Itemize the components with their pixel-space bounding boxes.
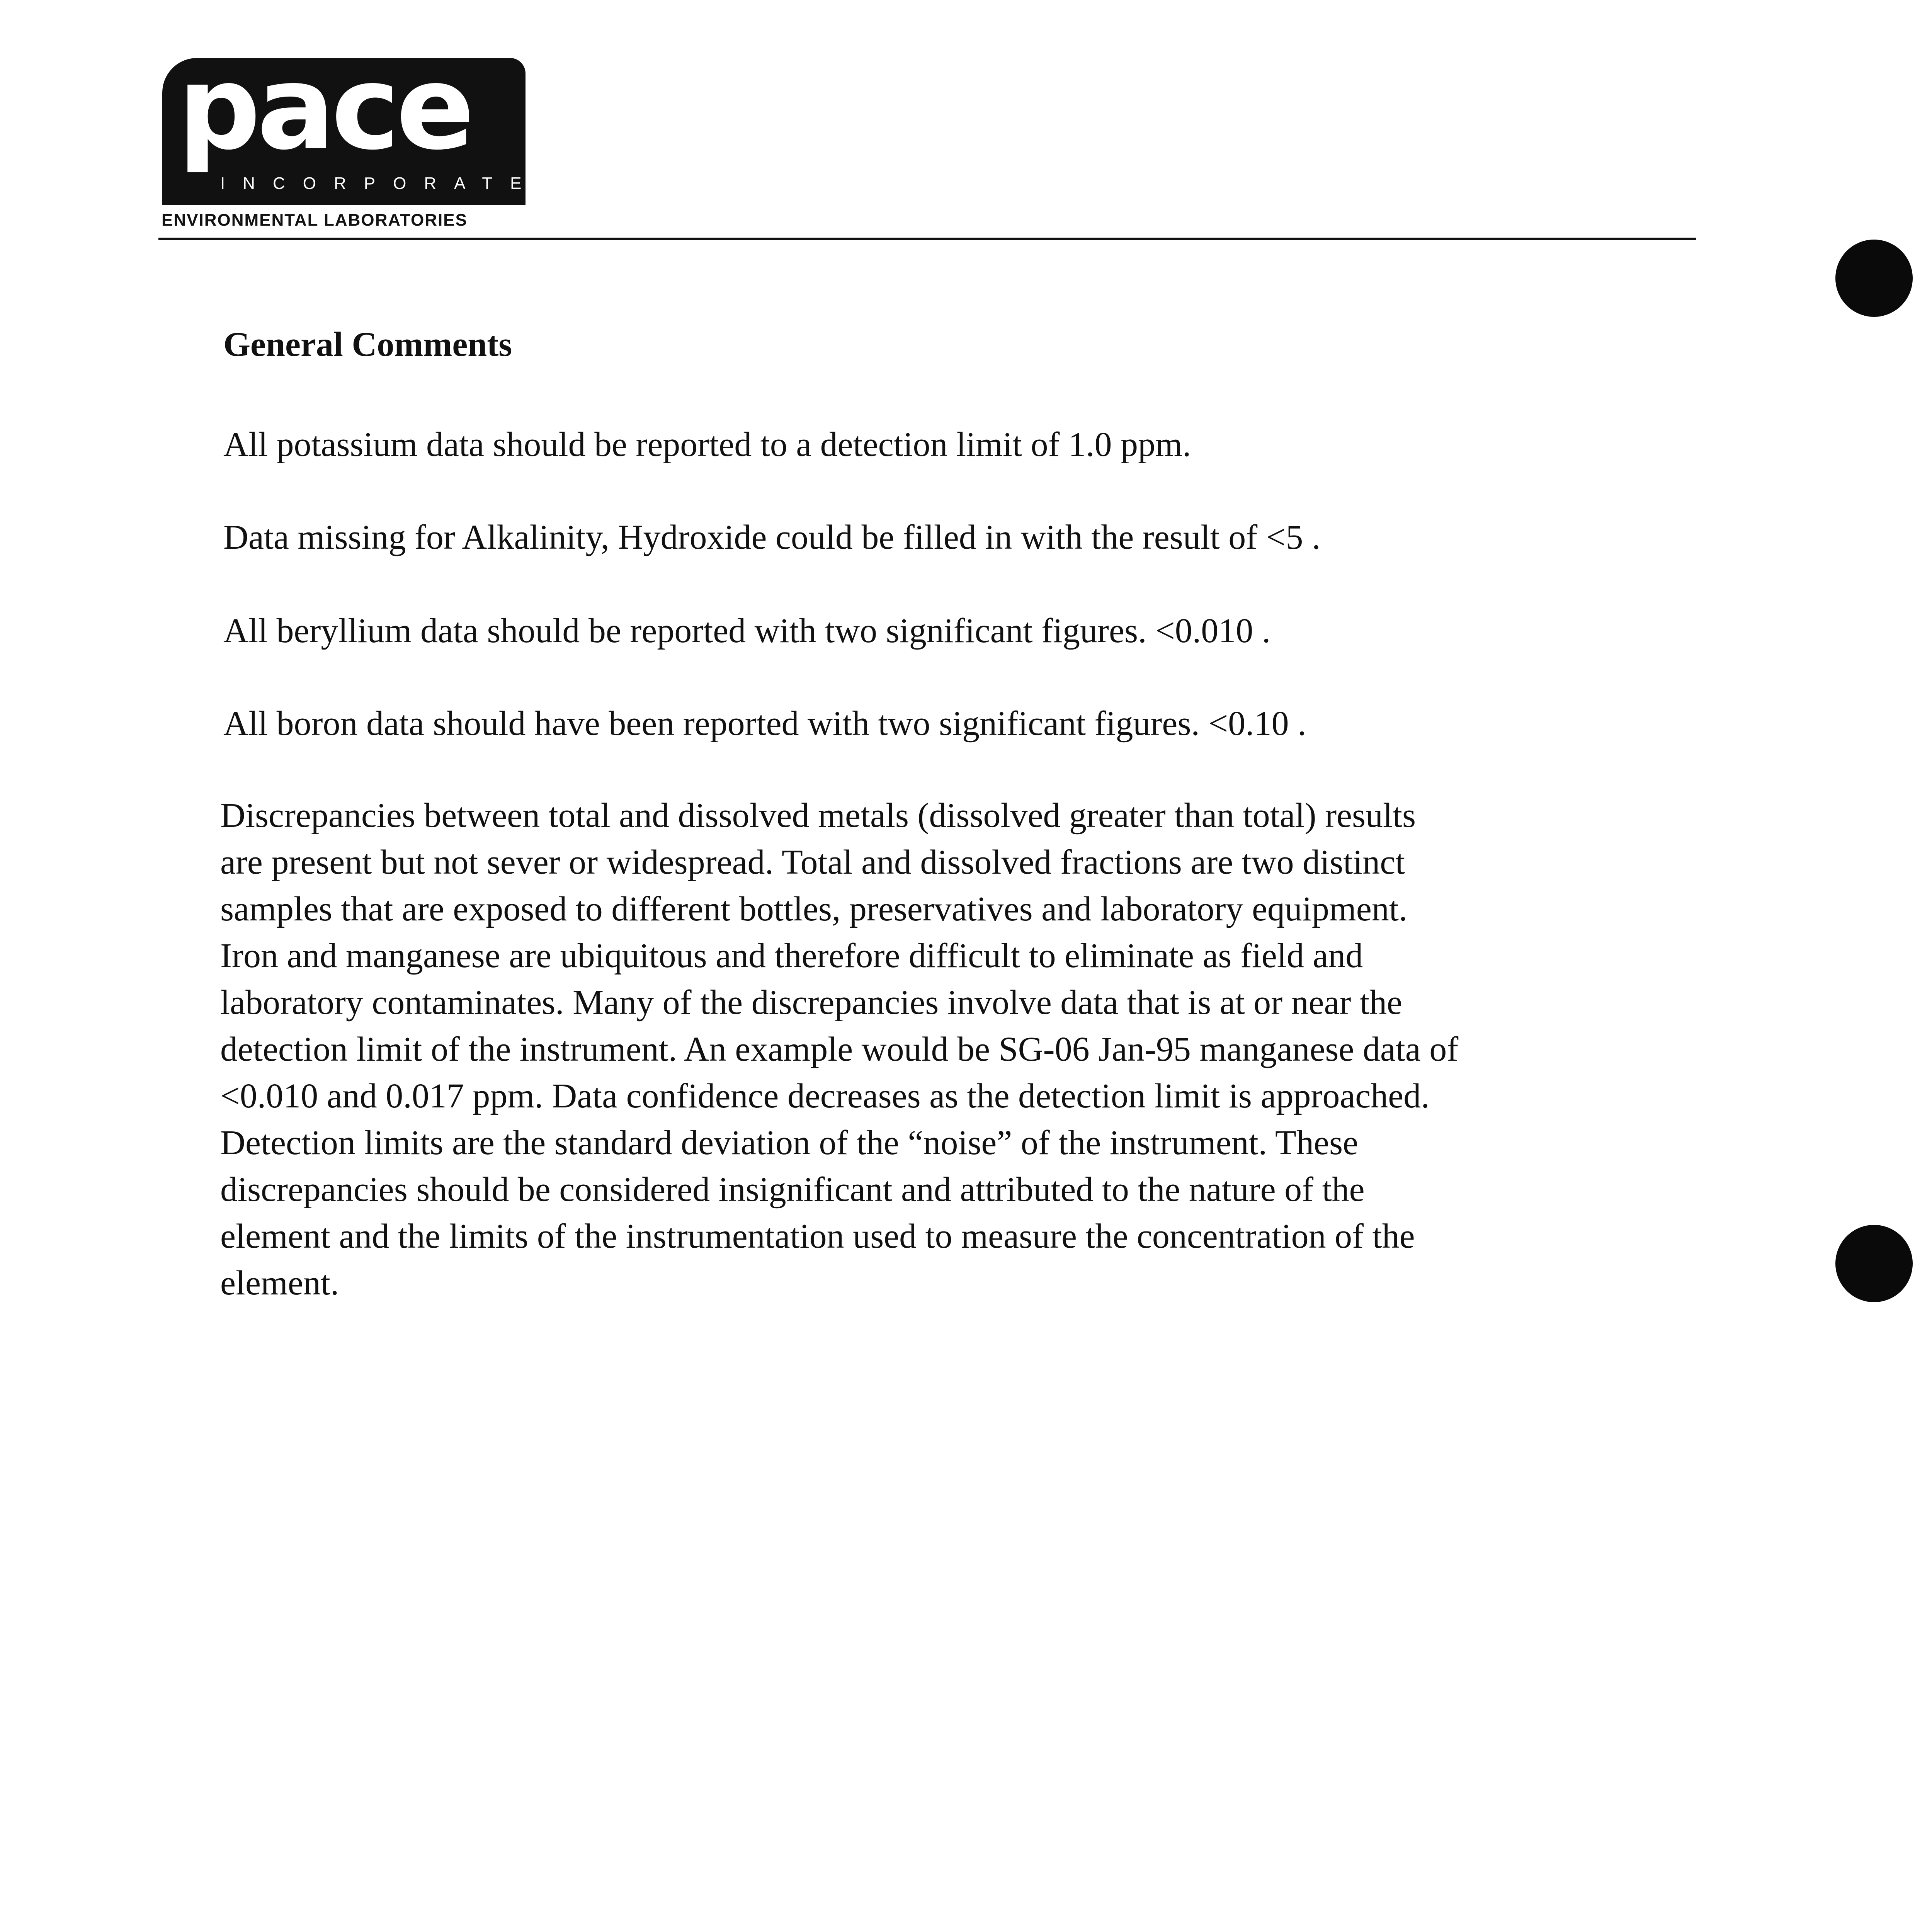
paragraph-boron: All boron data should have been reported with two significant figures. <0.10 . xyxy=(223,704,1306,743)
logo-wordmark: pace xyxy=(178,41,471,175)
text-line: Discrepancies between total and dissolved metals (dissolved greater than total) results xyxy=(220,796,1416,835)
paragraph-beryllium: All beryllium data should be reported with two significant figures. <0.010 . xyxy=(223,612,1271,650)
text-line: element. xyxy=(220,1264,339,1302)
text-line: are present but not sever or widespread. Total and dissolved fractions are two distinct xyxy=(220,843,1405,881)
text-line: detection limit of the instrument. An example would be SG-06 Jan-95 manganese data of xyxy=(220,1030,1459,1068)
text-line: Iron and manganese are ubiquitous and therefore difficult to eliminate as field and xyxy=(220,937,1363,975)
section-heading: General Comments xyxy=(223,325,512,364)
logo-subtitle: INCORPORATED xyxy=(220,174,570,193)
header-divider xyxy=(158,238,1696,240)
text-line: samples that are exposed to different bottles, preservatives and laboratory equipment. xyxy=(220,890,1408,928)
text-line: discrepancies should be considered insignificant and attributed to the nature of the xyxy=(220,1170,1365,1209)
text-line: Detection limits are the standard deviation of the “noise” of the instrument. These xyxy=(220,1124,1358,1162)
paragraph-potassium: All potassium data should be reported to a detection limit of 1.0 ppm. xyxy=(223,425,1191,464)
paragraph-discrepancies xyxy=(220,792,1458,1306)
company-logo xyxy=(162,41,570,205)
punch-hole-icon xyxy=(1835,1225,1913,1302)
paragraph-alkalinity: Data missing for Alkalinity, Hydroxide could be filled in with the result of <5 . xyxy=(223,518,1321,556)
text-line: element and the limits of the instrumentation used to measure the concentration of the xyxy=(220,1217,1415,1255)
text-line: laboratory contaminates. Many of the discrepancies involve data that is at or near the xyxy=(220,983,1402,1022)
text-line: <0.010 and 0.017 ppm. Data confidence decreases as the detection limit is approached. xyxy=(220,1077,1430,1115)
company-division: ENVIRONMENTAL LABORATORIES xyxy=(162,211,468,230)
punch-hole-icon xyxy=(1835,240,1913,317)
